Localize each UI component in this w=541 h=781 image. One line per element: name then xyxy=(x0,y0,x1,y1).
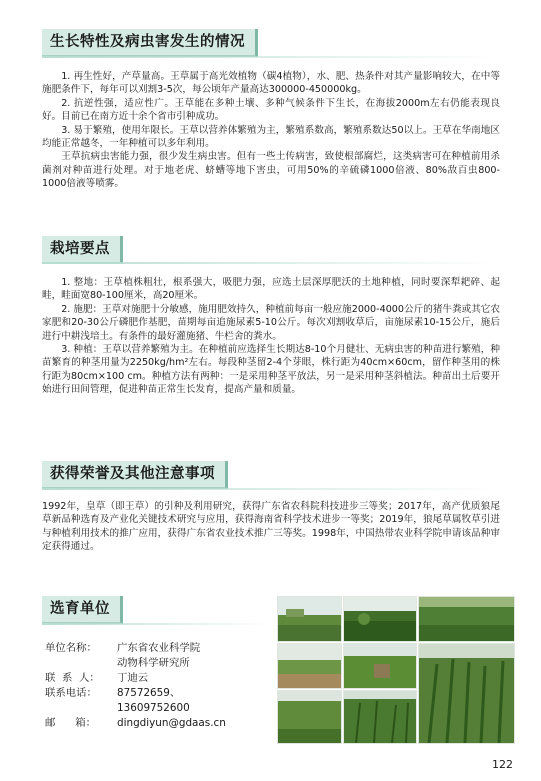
paragraph: 1. 整地：王草植株粗壮，根系强大，吸肥力强，应选土层深厚肥沃的土地种植，同时要深犁耙碎、起畦，畦面宽80-100厘米，高20厘米。 xyxy=(42,277,500,302)
field-photo xyxy=(418,596,515,642)
section-body-cultivation xyxy=(42,276,500,397)
unit-label: 单位名称： xyxy=(45,642,97,654)
field-photo xyxy=(343,690,417,744)
section-body-growth xyxy=(42,70,500,191)
section-title-cultivation: 栽培要点 xyxy=(42,236,123,264)
section-divider xyxy=(42,56,499,58)
paragraph: 1. 再生性好，产草量高。王草属于高光效植物（碳4植物），水、肥、热条件对其产量影响较大，在中等施肥条件下，每年可以刈割3-5次，每公顷年产量高达300000-450000kg。 xyxy=(42,71,500,96)
email-label: 邮 箱： xyxy=(45,717,96,729)
field-photo xyxy=(343,643,417,689)
contact-label: 联 系 人： xyxy=(45,672,100,684)
paragraph: 王草抗病虫害能力强，很少发生病虫害。但有一些土传病害，致使根部腐烂，这类病害可在种植前用杀菌剂对种苗进行处理。对于地老虎、蛴螬等地下害虫，可用50%的辛硫磷1000倍液、80%敌百虫800-1000倍液等喷雾。 xyxy=(42,151,500,190)
paragraph: 2. 抗逆性强，适应性广。王草能在多种土壤、多种气候条件下生长，在海拔2000m左右仍能表现良好。目前已在南方近十余个省市引种成功。 xyxy=(42,97,500,123)
unit-value-line2: 动物科学研究所 xyxy=(117,657,190,669)
field-photo xyxy=(418,643,515,744)
paragraph: 3. 易于繁殖，使用年限长。王草以营养体繁殖为主，繁殖系数高，繁殖系数达50以上。王草在华南地区均能正常越冬，一年种植可以多年利用。 xyxy=(42,124,500,150)
page-number: 122 xyxy=(492,758,513,771)
section-body-honors xyxy=(42,500,500,554)
section-title-breeder: 选育单位 xyxy=(42,596,123,624)
info-row-email xyxy=(45,716,275,731)
section-divider xyxy=(42,488,499,490)
section-title-honors: 获得荣誉及其他注意事项 xyxy=(42,461,228,489)
phone-value: 87572659、 xyxy=(117,687,181,699)
contact-value: 丁迪云 xyxy=(117,672,149,684)
info-row-contact xyxy=(45,671,275,686)
unit-value: 广东省农业科学院 xyxy=(117,642,201,654)
paragraph: 2. 施肥：王草对施肥十分敏感，施用肥效持久，种植前每亩一般应施2000-4000公斤的猪牛粪或其它农家肥和20-30公斤磷肥作基肥，苗期每亩追施尿素5-10公斤。每次刈割收草后，亩施尿素10-15公斤，施后进行中耕浅培土。有条件的最好灌施猪、牛栏舍的粪水。 xyxy=(42,303,500,342)
section-title-growth: 生长特性及病虫害发生的情况 xyxy=(42,29,258,57)
breeder-info xyxy=(45,641,275,731)
paragraph: 1992年，皇草（即王草）的引种及利用研究，获得广东省农科院科技进步三等奖；2017年，高产优质狼尾草新品种选育及产业化关键技术研究与应用，获得海南省科学技术进步一等奖；2019年，狼尾草属牧草引进与种植利用技术的推广应用，获得广东省农业技术推广三等奖。1998年，中国热带农业科学院申请该品种审定获得通过。 xyxy=(42,501,500,553)
email-value: dingdiyun@gdaas.cn xyxy=(117,717,226,729)
field-photo xyxy=(277,643,342,689)
phone-value-line2: 13609752600 xyxy=(117,702,190,714)
phone-label: 联系电话： xyxy=(45,687,97,699)
paragraph: 3. 种植：王草以营养繁殖为主。在种植前应选择生长期达8-10个月健壮、无病虫害的种苗进行繁殖，种苗繁育的种茎用量为2250kg/hm²左右。每段种茎留2-4个芽眼，株行距为40cm×60cm，留作种茎用的株行距为80cm×100 cm。种植方法有两种：一是采用种茎平放法，另一是采用种茎斜植法。种苗出土后要开始进行田间管理，促进种苗正常生长发育，提高产量和质量。 xyxy=(42,344,500,396)
field-photo xyxy=(343,596,417,642)
section-divider xyxy=(42,262,499,264)
field-photo xyxy=(277,690,342,744)
info-row-phone xyxy=(45,686,275,716)
info-row-unit xyxy=(45,641,275,671)
field-photo xyxy=(277,596,342,642)
photo-collage xyxy=(277,596,513,742)
section-divider xyxy=(42,623,271,625)
